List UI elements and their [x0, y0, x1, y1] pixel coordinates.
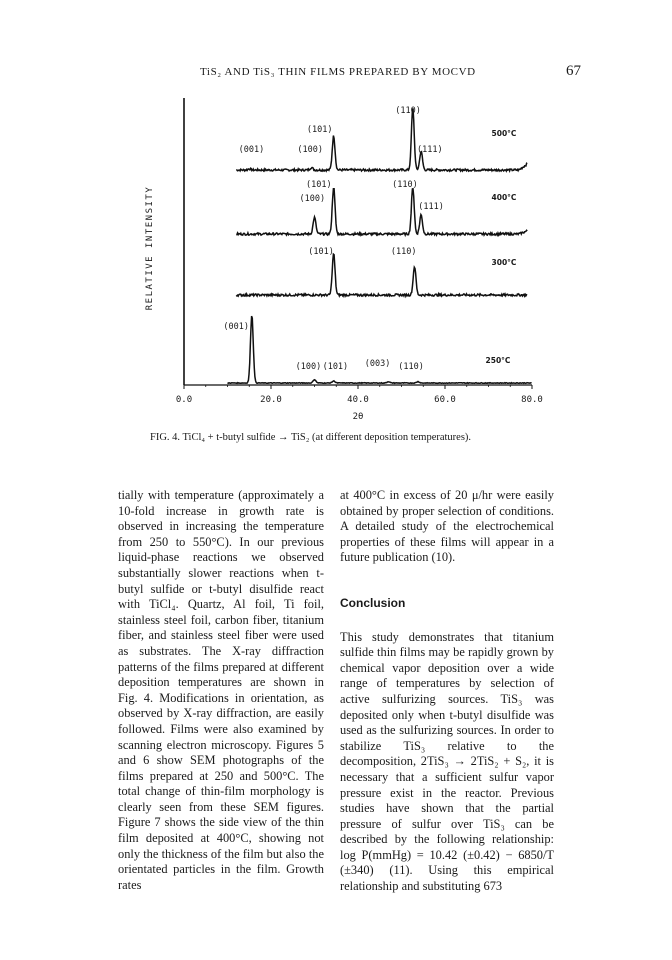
x-tick-label: 40.0: [347, 395, 369, 405]
peak-label: (101): [306, 125, 333, 135]
peak-label: (001): [223, 322, 249, 332]
peak-label: (101): [322, 362, 349, 372]
peak-label: (110): [392, 180, 418, 190]
xrd-trace-line: [228, 316, 532, 383]
peak-label: (101): [306, 180, 332, 190]
series-temperature-label: 400°C: [491, 193, 517, 202]
peak-label: (110): [395, 106, 421, 116]
xrd-figure: [140, 98, 543, 423]
peak-label: (101): [308, 247, 334, 257]
peak-label: (111): [416, 145, 443, 155]
peak-label: (100): [299, 194, 326, 204]
body-paragraph: tially with temperature (approximately a 10-fold increase in growth rate is observed in increasing the temperature from 250 to 550°C). In our previous liquid-phase reactions we observed substantially slower reactions when t-butyl sulfide or t-butyl disulfide react with TiCl₄. Quartz, Al foil, Ti foil, stainless steel foil, carbon fiber, titanium fiber, and stainless steel fiber were used as substrates. The X-ray diffraction patterns of the films prepared at different deposition temperatures are shown in Fig. 4. Modifications in orientation, as observed by X-ray diffraction, are easily followed. Films were also examined by scanning electron microscopy. Figures 5 and 6 show SEM photographs of the films prepared at 250 and 500°C. The total change of thin-film morphology is clearly seen from these SEM figures. Figure 7 shows the side view of the thin film deposited at 400°C, showing not only the thickness of the film but also the orientated particles in the film. Growth rates: [118, 488, 324, 892]
series-temperature-label: 300°C: [491, 258, 517, 267]
xrd-trace-line: [236, 254, 527, 296]
series-temperature-label: 500°C: [491, 129, 517, 138]
section-heading: Conclusion: [340, 595, 406, 610]
peak-label: (003): [364, 359, 391, 369]
x-tick-label: 60.0: [434, 395, 456, 405]
y-axis-label: RELATIVE INTENSITY: [145, 185, 155, 311]
running-header: [0, 63, 672, 86]
peak-label: (110): [398, 362, 424, 372]
body-column-left: [118, 488, 324, 893]
page-number: 67: [566, 63, 581, 79]
xrd-trace-line: [236, 108, 527, 171]
series-temperature-label: 250°C: [485, 356, 511, 365]
running-title: TiS₂ AND TiS₃ THIN FILMS PREPARED BY MOCVD: [200, 66, 476, 78]
body-column-right: [340, 488, 554, 895]
peak-label: (110): [390, 247, 417, 257]
x-tick-label: 80.0: [521, 395, 543, 405]
x-tick-label: 20.0: [260, 395, 282, 405]
figure-caption: FIG. 4. TiCl₄ + t-butyl sulfide → TiS₂ (at different deposition temperatures).: [150, 432, 472, 443]
peak-label: (001): [238, 145, 265, 155]
body-paragraph: This study demonstrates that titanium sulfide thin films may be rapidly grown by chemical vapor deposition over a wide range of temperatures by selection of active sulfurizing sources. TiS₃ was deposited only when t-butyl disulfide was used as the sulfurizing sources. In order to stabilize TiS₃ relative to the decomposition, 2TiS₃ → 2TiS₂ + S₂, it is necessary that a sufficient sulfur vapor pressure exist in the reactor. Previous studies have shown that the partial pressure of sulfur over TiS₃ can be described by the following relationship: log P(mmHg) = 10.42 (±0.42) − 6850/T (±340) (11). Using this empirical relationship and substituting 673: [340, 629, 554, 894]
body-paragraph: at 400°C in excess of 20 μ/hr were easily obtained by proper selection of conditions. A detailed study of the electrochemical properties of these films will appear in a future publication (10).: [340, 488, 554, 565]
x-tick-label: 0.0: [175, 395, 193, 405]
xrd-trace-line: [236, 189, 527, 235]
peak-label: (100): [295, 362, 322, 372]
peak-label: (111): [418, 202, 444, 212]
x-axis-label: 2θ: [352, 412, 364, 422]
peak-label: (100): [297, 145, 323, 155]
